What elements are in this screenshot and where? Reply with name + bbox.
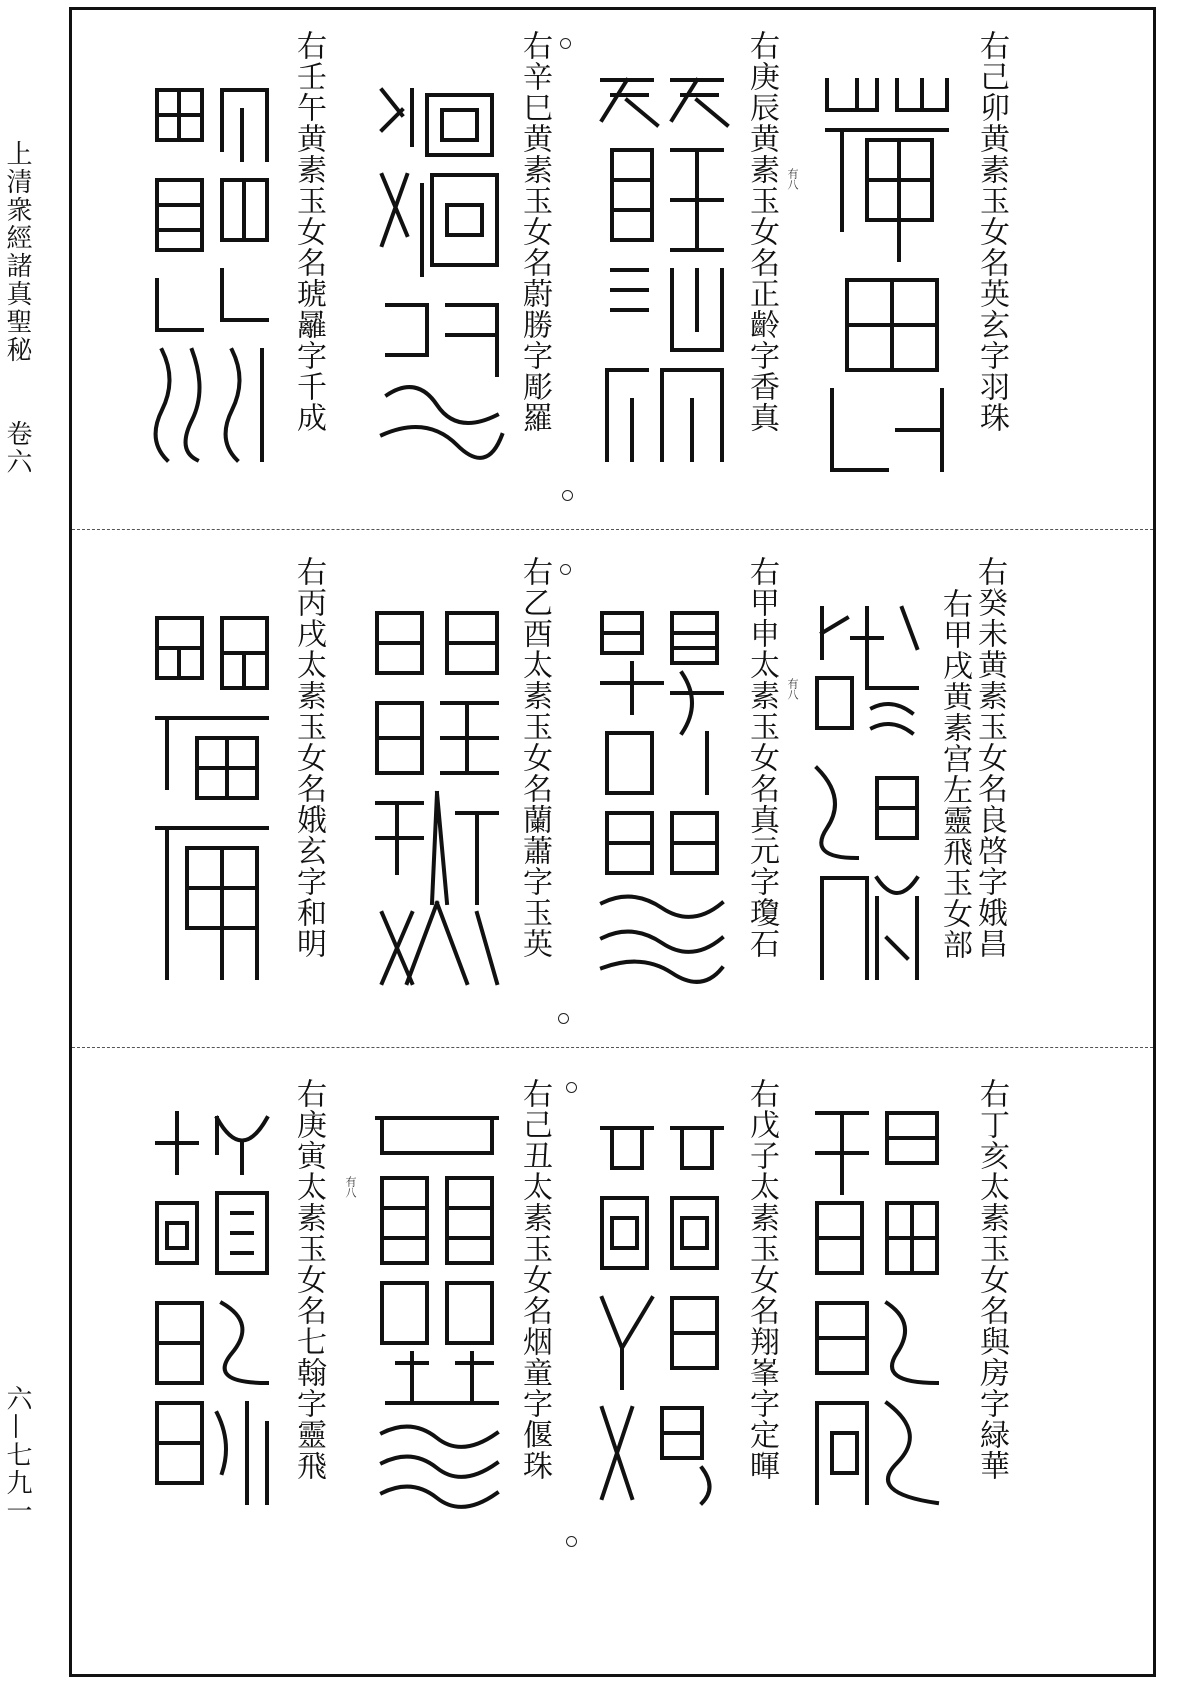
volume-label: 卷六 — [2, 420, 32, 476]
talisman-caption: 右乙酉太素玉女名蘭蕭字玉英 — [517, 556, 552, 959]
seal-script-talisman — [367, 603, 507, 993]
seal-script-talisman — [592, 603, 732, 983]
page-frame — [69, 7, 1156, 1677]
annotation-note: 有八 — [344, 1176, 357, 1198]
talisman-caption: 右甲戌黄素宫左靈飛玉女部 — [937, 588, 972, 960]
seal-script-talisman — [592, 70, 732, 470]
seal-script-talisman — [367, 1103, 507, 1513]
circle-mark — [560, 564, 571, 575]
talisman-caption: 右甲申太素玉女名真元字瓊石 — [744, 556, 779, 959]
talisman-caption: 右丁亥太素玉女名與房字緑華 — [974, 1078, 1009, 1481]
talisman-caption: 右庚辰黄素玉女名正齡字香真 — [744, 30, 779, 433]
circle-mark — [558, 1013, 569, 1024]
talisman-caption: 右己丑太素玉女名烟童字偃珠 — [517, 1078, 552, 1481]
panel-divider — [72, 1047, 1153, 1048]
seal-script-talisman — [807, 1103, 947, 1513]
talisman-caption: 右辛巳黄素玉女名蔚勝字彫羅 — [517, 30, 552, 433]
annotation-note: 有八 — [786, 678, 799, 700]
panel-1 — [72, 10, 1153, 568]
seal-script-talisman — [147, 608, 277, 988]
panel-2 — [72, 556, 1153, 1128]
talisman-caption: 右庚寅太素玉女名七翰字靈飛 — [291, 1078, 326, 1481]
circle-mark — [566, 1082, 577, 1093]
circle-mark — [566, 1536, 577, 1547]
talisman-caption: 右癸未黄素玉女名良啓字娥昌 — [972, 556, 1007, 959]
circle-mark — [562, 490, 573, 501]
talisman-caption: 右丙戌太素玉女名娥玄字和明 — [291, 556, 326, 959]
seal-script-talisman — [147, 80, 277, 470]
panel-divider — [72, 529, 1153, 530]
annotation-note: 有八 — [786, 168, 799, 190]
seal-script-talisman — [367, 75, 507, 455]
seal-script-talisman — [592, 1108, 732, 1508]
seal-script-talisman — [147, 1103, 277, 1513]
page-number: 六—七九一 — [2, 1385, 32, 1525]
talisman-caption: 右戊子太素玉女名翔峯字定暉 — [744, 1078, 779, 1481]
panel-3 — [72, 1078, 1153, 1674]
seal-script-talisman — [817, 70, 957, 480]
talisman-caption: 右壬午黄素玉女名琥㒿字千成 — [291, 30, 326, 433]
circle-mark — [560, 38, 571, 49]
talisman-caption: 右己卯黄素玉女名英玄字羽珠 — [974, 30, 1009, 433]
book-title: 上清衆經諸真聖秘 — [2, 140, 32, 364]
seal-script-talisman — [807, 598, 927, 988]
